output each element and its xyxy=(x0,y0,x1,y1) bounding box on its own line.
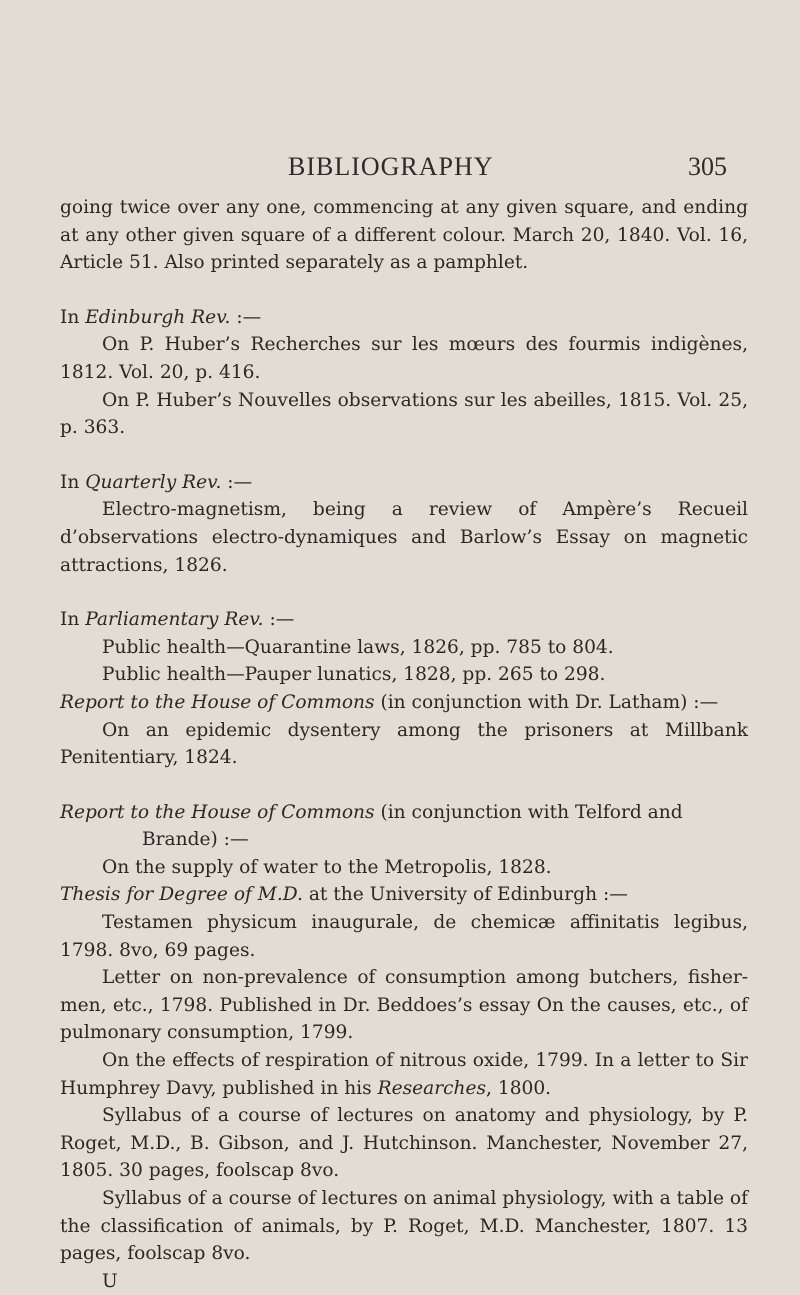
signature-mark: U xyxy=(102,1270,118,1292)
bib-entry: On an epidemic dysentery among the prisoners at Millbank Penitentiary, 1824. xyxy=(60,719,748,769)
heading-tail: :— xyxy=(263,609,295,631)
report-title: Report to the House of Commons xyxy=(60,801,375,823)
report-heading xyxy=(60,799,748,827)
journal-title: Parliamentary Rev. xyxy=(85,609,264,631)
page-header xyxy=(0,152,800,192)
running-title: BIBLIOGRAPHY xyxy=(288,152,494,181)
page-number: 305 xyxy=(688,152,727,181)
edinburgh-heading xyxy=(60,304,748,332)
entry-text: , 1800. xyxy=(486,1077,552,1099)
heading-tail: (in conjunction with Dr. Latham) :— xyxy=(374,691,719,713)
bib-entry: On P. Huber’s Nouvelles observations sur les abeilles, 1815. Vol. 25, p. 363. xyxy=(60,389,748,439)
bib-entry: Syllabus of a course of lectures on animal physiology, with a table of the classification of animals, by P. Roget, M.D. Manchester, 1807. 13 pages, foolscap 8vo. xyxy=(60,1188,748,1265)
heading-prefix: In xyxy=(60,471,86,493)
bib-entry: On the supply of water to the Metropolis, 1828. xyxy=(102,856,552,878)
quarterly-heading xyxy=(60,469,748,497)
journal-title: Quarterly Rev. xyxy=(85,471,222,493)
report-heading xyxy=(60,689,748,717)
heading-tail: :— xyxy=(221,471,253,493)
page-body xyxy=(60,194,748,1295)
heading-prefix: In xyxy=(60,306,86,328)
thesis-title: Thesis for Degree of M.D. xyxy=(60,884,303,906)
thesis-heading xyxy=(60,881,748,909)
continuation-paragraph: going twice over any one, commencing at any given square, and ending at any other given square of a different colour. March 20, 1840. Vol. 16, Article 51. Also printed separately as a pamphlet. xyxy=(60,197,748,274)
heading-tail: :— xyxy=(230,306,262,328)
bib-entry: Letter on non-prevalence of consumption among butchers, fisher-men, etc., 1798. Published in Dr. Beddoes’s essay On the causes, etc., of pulmonary consumption, 1799. xyxy=(60,967,748,1044)
bib-entry xyxy=(60,1047,748,1102)
heading-prefix: In xyxy=(60,609,86,631)
heading-tail: (in conjunction with Telford and xyxy=(374,801,683,823)
work-title: Researches xyxy=(377,1077,487,1099)
bib-entry: Testamen physicum inaugurale, de chemicæ affinitatis legibus, 1798. 8vo, 69 pages. xyxy=(60,912,748,961)
bib-entry: On P. Huber’s Recherches sur les mœurs des fourmis indigènes, 1812. Vol. 20, p. 416. xyxy=(60,334,748,383)
bib-entry: Public health—Pauper lunatics, 1828, pp. 265 to 298. xyxy=(102,664,606,686)
report-title: Report to the House of Commons xyxy=(60,691,375,713)
entry-text: On the effects of respiration of nitrous oxide, 1799. In a letter to Sir Humphrey Davy, published in his xyxy=(60,1050,748,1099)
heading-tail: at the University of Edinburgh :— xyxy=(302,884,628,906)
heading-continuation: Brande) :— xyxy=(142,829,249,851)
bib-entry: Syllabus of a course of lectures on anatomy and physiology, by P. Roget, M.D., B. Gibson, and J. Hutchinson. Manchester, November 27, 1805. 30 pages, foolscap 8vo. xyxy=(60,1105,748,1182)
parliamentary-heading xyxy=(60,606,748,634)
bib-entry: Electro-magnetism, being a review of Ampère’s Recueil d’observations electro-dynamiques and Barlow’s Essay on magnetic attractions, 1826. xyxy=(60,499,748,576)
journal-title: Edinburgh Rev. xyxy=(85,306,231,328)
bib-entry: Public health—Quarantine laws, 1826, pp. 785 to 804. xyxy=(102,636,614,658)
